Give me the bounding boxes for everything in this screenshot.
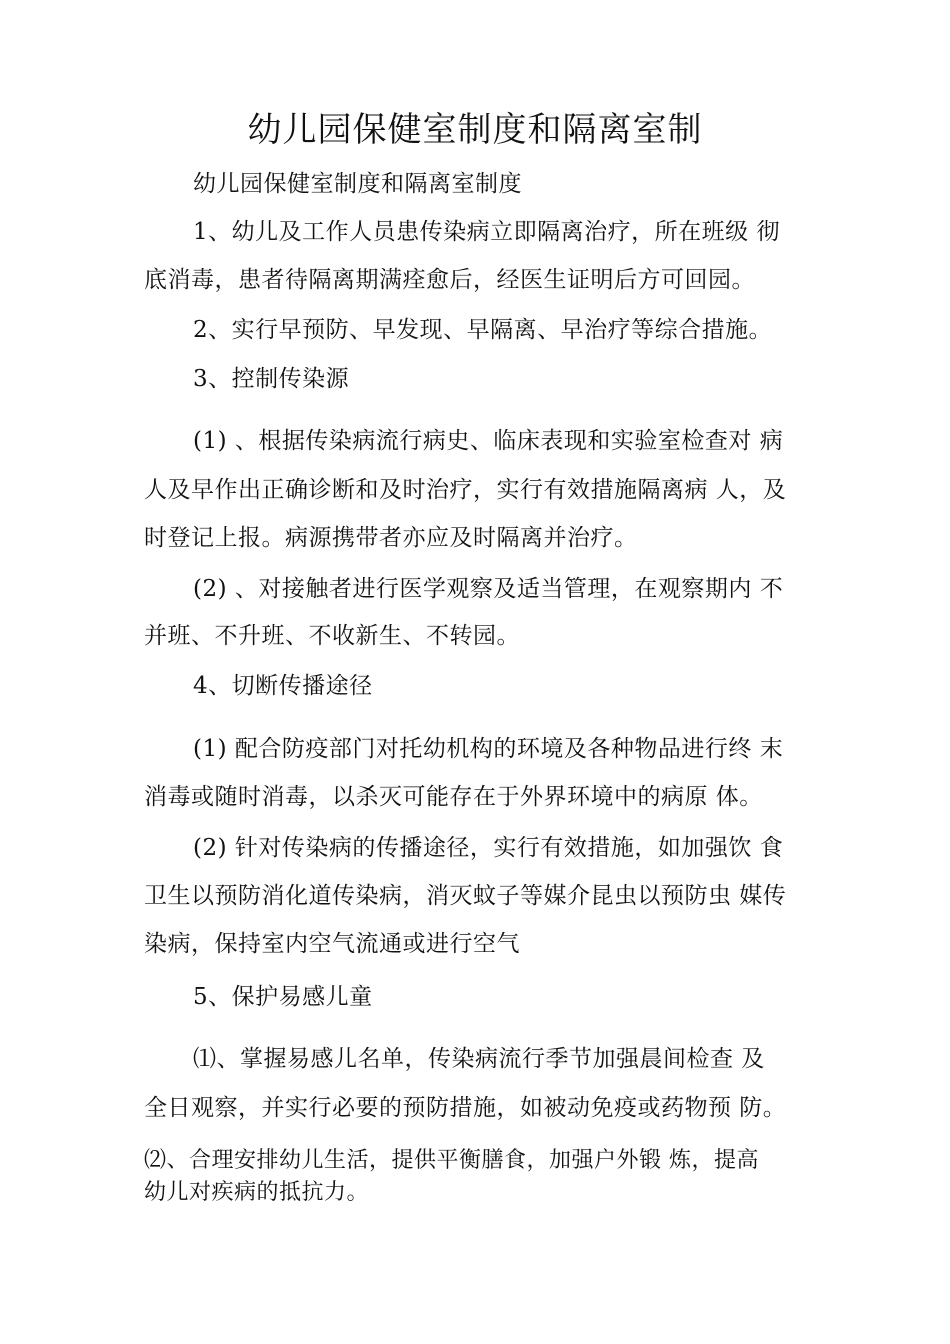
- paragraph-line: 2、实行早预防、早发现、早隔离、早治疗等综合措施。: [193, 317, 773, 343]
- paragraph-line: 人及早作出正确诊断和及时治疗，实行有效措施隔离病 人，及: [144, 477, 787, 503]
- paragraph-line: ⑴、掌握易感儿名单，传染病流行季节加强晨间检查 及: [193, 1046, 765, 1072]
- document-title: 幼儿园保健室制度和隔离室制: [247, 110, 703, 150]
- section-heading: 3、控制传染源: [193, 366, 350, 392]
- paragraph-line: ⑵、合理安排幼儿生活，提供平衡膳食，加强户外锻 炼，提高: [144, 1148, 759, 1173]
- paragraph-line: (1) 、根据传染病流行病史、临床表现和实验室检查对 病: [193, 428, 784, 454]
- paragraph-line: (1) 配合防疫部门对托幼机构的环境及各种物品进行终 末: [193, 736, 784, 762]
- paragraph-line: 卫生以预防消化道传染病，消灭蚊子等媒介昆虫以预防虫 媒传: [144, 883, 787, 909]
- paragraph-line: 染病，保持室内空气流通或进行空气: [144, 931, 520, 957]
- paragraph-line: (2) 针对传染病的传播途径，实行有效措施，如加强饮 食: [193, 835, 784, 861]
- paragraph-line: 底消毒，患者待隔离期满痊愈后，经医生证明后方可回园。: [144, 267, 755, 293]
- paragraph-line: 时登记上报。病源携带者亦应及时隔离并治疗。: [144, 525, 638, 551]
- paragraph-line: 并班、不升班、不收新生、不转园。: [144, 623, 520, 649]
- document-subtitle: 幼儿园保健室制度和隔离室制度: [193, 171, 522, 197]
- paragraph-line: 全日观察，并实行必要的预防措施，如被动免疫或药物预 防。: [144, 1095, 787, 1121]
- paragraph-line: 消毒或随时消毒，以杀灭可能存在于外界环境中的病原 体。: [144, 784, 763, 810]
- paragraph-line: 幼儿对疾病的抵抗力。: [144, 1180, 370, 1205]
- paragraph-line: 1、幼儿及工作人员患传染病立即隔离治疗，所在班级 彻: [193, 219, 780, 245]
- section-heading: 5、保护易感儿童: [193, 984, 373, 1010]
- paragraph-line: (2) 、对接触者进行医学观察及适当管理，在观察期内 不: [193, 576, 784, 602]
- section-heading: 4、切断传播途径: [193, 673, 373, 699]
